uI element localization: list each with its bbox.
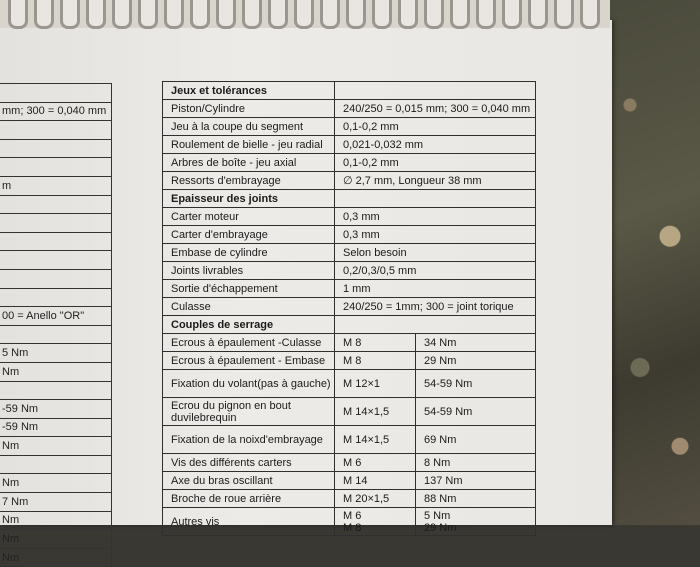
left-fragment-cell xyxy=(0,214,112,233)
table-row xyxy=(163,472,536,490)
table-row xyxy=(163,454,536,472)
left-fragment-row xyxy=(0,474,112,493)
section-empty-cell xyxy=(335,82,536,100)
left-fragment-row xyxy=(0,269,112,288)
section-title: Couples de serrage xyxy=(163,316,335,334)
binding-ring xyxy=(450,0,470,29)
table-row xyxy=(163,352,536,370)
left-fragment-cell: 00 = Anello "OR" xyxy=(0,307,112,326)
binding-ring xyxy=(8,0,28,29)
row-value: 240/250 = 0,015 mm; 300 = 0,040 mm xyxy=(335,100,536,118)
left-fragment-cell: -59 Nm xyxy=(0,418,112,437)
table-row xyxy=(163,508,536,536)
left-fragment-cell xyxy=(0,269,112,288)
specifications-table xyxy=(162,81,536,536)
section-empty-cell xyxy=(335,316,536,334)
left-fragment-row xyxy=(0,362,112,381)
binding-ring xyxy=(60,0,80,29)
row-value: 0,2/0,3/0,5 mm xyxy=(335,262,536,280)
table-row xyxy=(163,136,536,154)
row-label: Joints livrables xyxy=(163,262,335,280)
left-fragment-cell: Nm xyxy=(0,511,112,530)
row-label: Autres vis xyxy=(163,508,335,536)
table-row xyxy=(163,334,536,352)
manual-page xyxy=(0,20,612,564)
left-fragment-cell xyxy=(0,232,112,251)
row-label: Arbres de boîte - jeu axial xyxy=(163,154,335,172)
thread-size: M 8 xyxy=(335,334,416,352)
thread-size: M 12×1 xyxy=(335,370,416,398)
left-fragment-row xyxy=(0,381,112,400)
torque-value: 54-59 Nm xyxy=(416,398,536,426)
torque-value: 137 Nm xyxy=(416,472,536,490)
thread-size: M 14×1,5 xyxy=(335,426,416,454)
binding-ring xyxy=(86,0,106,29)
binding-ring xyxy=(554,0,574,29)
binding-ring xyxy=(34,0,54,29)
row-label: Ecrous à épaulement - Embase xyxy=(163,352,335,370)
left-fragment-cell xyxy=(0,121,112,140)
row-label: Broche de roue arrière xyxy=(163,490,335,508)
row-value: ∅ 2,7 mm, Longueur 38 mm xyxy=(335,172,536,190)
row-label: Ecrou du pignon en bout duvilebrequin xyxy=(163,398,335,426)
left-fragment-cell: 7 Nm xyxy=(0,493,112,512)
left-fragment-row xyxy=(0,102,112,121)
row-label: Carter moteur xyxy=(163,208,335,226)
thread-size: M 14 xyxy=(335,472,416,490)
left-fragment-cell: -59 Nm xyxy=(0,400,112,419)
left-fragment-cell xyxy=(0,455,112,474)
row-value: 1 mm xyxy=(335,280,536,298)
left-fragment-row xyxy=(0,288,112,307)
left-page-table-fragment xyxy=(0,83,112,567)
left-fragment-row xyxy=(0,232,112,251)
left-fragment-cell: Nm xyxy=(0,474,112,493)
table-row xyxy=(163,370,536,398)
left-fragment-row xyxy=(0,530,112,549)
section-empty-cell xyxy=(335,190,536,208)
row-label: Roulement de bielle - jeu radial xyxy=(163,136,335,154)
torque-value: 54-59 Nm xyxy=(416,370,536,398)
left-fragment-row xyxy=(0,400,112,419)
table-row xyxy=(163,226,536,244)
left-fragment-row xyxy=(0,493,112,512)
table-row xyxy=(163,244,536,262)
left-fragment-row xyxy=(0,418,112,437)
torque-value: 88 Nm xyxy=(416,490,536,508)
torque-value: 8 Nm xyxy=(416,454,536,472)
table-row xyxy=(163,208,536,226)
left-fragment-row xyxy=(0,344,112,363)
row-label: Jeu à la coupe du segment xyxy=(163,118,335,136)
row-value: 0,3 mm xyxy=(335,226,536,244)
section-header-row xyxy=(163,190,536,208)
left-fragment-row xyxy=(0,511,112,530)
section-header-row xyxy=(163,316,536,334)
row-value: 0,1-0,2 mm xyxy=(335,154,536,172)
left-fragment-cell: Nm xyxy=(0,362,112,381)
left-fragment-cell: m xyxy=(0,176,112,195)
table-row xyxy=(163,398,536,426)
row-value: 0,3 mm xyxy=(335,208,536,226)
section-header-row xyxy=(163,82,536,100)
left-fragment-cell xyxy=(0,288,112,307)
row-label: Ressorts d'embrayage xyxy=(163,172,335,190)
binding-ring xyxy=(268,0,288,29)
torque-value: 5 Nm 29 Nm xyxy=(416,508,536,536)
left-fragment-cell xyxy=(0,195,112,214)
left-fragment-cell: Nm xyxy=(0,530,112,549)
row-label: Culasse xyxy=(163,298,335,316)
binding-ring xyxy=(424,0,444,29)
binding-ring xyxy=(138,0,158,29)
row-value: 240/250 = 1mm; 300 = joint torique xyxy=(335,298,536,316)
binding-ring xyxy=(242,0,262,29)
left-fragment-cell: 5 Nm xyxy=(0,344,112,363)
left-fragment-row xyxy=(0,437,112,456)
row-value: 0,021-0,032 mm xyxy=(335,136,536,154)
table-row xyxy=(163,280,536,298)
table-row xyxy=(163,426,536,454)
table-row xyxy=(163,100,536,118)
row-value: Selon besoin xyxy=(335,244,536,262)
left-fragment-row xyxy=(0,325,112,344)
table-row xyxy=(163,118,536,136)
binding-ring xyxy=(112,0,132,29)
section-title: Jeux et tolérances xyxy=(163,82,335,100)
left-fragment-cell: Nm xyxy=(0,437,112,456)
table-row xyxy=(163,490,536,508)
row-label: Embase de cylindre xyxy=(163,244,335,262)
left-fragment-cell: Nm xyxy=(0,548,112,567)
binding-ring xyxy=(216,0,236,29)
binding-ring xyxy=(476,0,496,29)
left-fragment-row xyxy=(0,195,112,214)
left-fragment-row xyxy=(0,455,112,474)
row-label: Sortie d'échappement xyxy=(163,280,335,298)
left-fragment-cell xyxy=(0,139,112,158)
left-fragment-row xyxy=(0,251,112,270)
row-label: Vis des différents carters xyxy=(163,454,335,472)
left-fragment-row xyxy=(0,158,112,177)
torque-value: 34 Nm xyxy=(416,334,536,352)
binding-ring xyxy=(372,0,392,29)
row-label: Ecrous à épaulement -Culasse xyxy=(163,334,335,352)
binding-ring xyxy=(320,0,340,29)
left-fragment-cell xyxy=(0,381,112,400)
table-row xyxy=(163,262,536,280)
binding-ring xyxy=(190,0,210,29)
left-fragment-cell xyxy=(0,325,112,344)
binding-ring xyxy=(346,0,366,29)
table-row xyxy=(163,172,536,190)
torque-value: 29 Nm xyxy=(416,352,536,370)
table-row xyxy=(163,154,536,172)
left-fragment-row xyxy=(0,176,112,195)
row-label: Carter d'embrayage xyxy=(163,226,335,244)
binding-ring xyxy=(164,0,184,29)
row-label: Piston/Cylindre xyxy=(163,100,335,118)
left-fragment-cell xyxy=(0,251,112,270)
thread-size: M 20×1,5 xyxy=(335,490,416,508)
row-label: Fixation de la noixd'embrayage xyxy=(163,426,335,454)
binding-ring xyxy=(528,0,548,29)
left-fragment-row xyxy=(0,121,112,140)
binding-ring xyxy=(398,0,418,29)
binding-ring xyxy=(502,0,522,29)
table-row xyxy=(163,298,536,316)
thread-size: M 14×1,5 xyxy=(335,398,416,426)
binding-ring xyxy=(580,0,600,29)
left-fragment-cell xyxy=(0,158,112,177)
left-fragment-row xyxy=(0,84,112,103)
row-label: Axe du bras oscillant xyxy=(163,472,335,490)
thread-size: M 8 xyxy=(335,352,416,370)
section-title: Epaisseur des joints xyxy=(163,190,335,208)
left-fragment-row xyxy=(0,139,112,158)
left-fragment-cell xyxy=(0,84,112,103)
thread-size: M 6 xyxy=(335,454,416,472)
row-value: 0,1-0,2 mm xyxy=(335,118,536,136)
left-fragment-row xyxy=(0,214,112,233)
spiral-binding xyxy=(0,0,610,28)
left-fragment-row xyxy=(0,548,112,567)
left-fragment-cell: mm; 300 = 0,040 mm xyxy=(0,102,112,121)
left-fragment-row xyxy=(0,307,112,326)
row-label: Fixation du volant(pas à gauche) xyxy=(163,370,335,398)
thread-size: M 6 M 8 xyxy=(335,508,416,536)
binding-ring xyxy=(294,0,314,29)
torque-value: 69 Nm xyxy=(416,426,536,454)
fabric-background xyxy=(600,0,700,525)
